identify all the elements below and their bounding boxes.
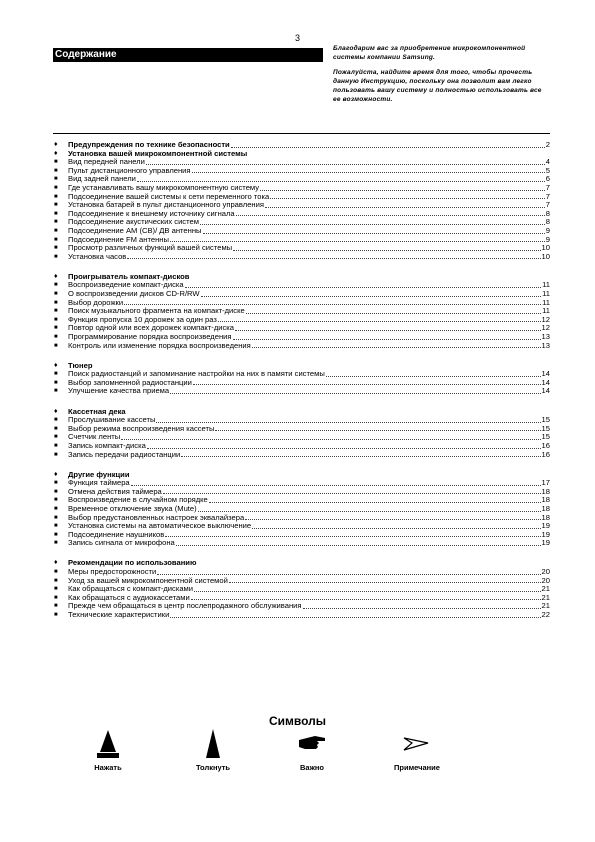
- diamond-bullet-icon: ♦: [54, 141, 58, 148]
- square-bullet-icon: ■: [54, 514, 58, 521]
- toc-page-number: 7: [545, 182, 550, 192]
- square-bullet-icon: ■: [54, 586, 58, 593]
- dot-leader: [246, 312, 541, 314]
- diamond-bullet-icon: ♦: [54, 559, 58, 567]
- dot-leader: [200, 223, 545, 225]
- toc-label: Вид передней панели: [68, 157, 145, 167]
- square-bullet-icon: ■: [54, 540, 58, 547]
- toc-page-number: 18: [541, 495, 550, 505]
- square-bullet-icon: ■: [54, 219, 58, 226]
- toc-page-number: 11: [542, 280, 550, 290]
- dot-leader: [176, 544, 541, 546]
- intro-paragraph-read: Пожалуйста, найдите время для того, чтобы прочесть данную Инструкцию, поскольку она позволит вам легко пользовать вашу систему и полностью использовать все ее возможности.: [333, 69, 542, 103]
- toc-page-number: 4: [545, 157, 550, 167]
- toc-page-number: 20: [541, 567, 550, 577]
- toc-label: Прежде чем обращаться в центр послепродажного обслуживания: [68, 601, 302, 611]
- toc-label: Установка системы на автоматическое выключение: [68, 521, 252, 531]
- square-bullet-icon: ■: [54, 316, 58, 323]
- dot-leader: [252, 527, 540, 529]
- toc-page-number: 15: [541, 432, 550, 442]
- square-bullet-icon: ■: [54, 236, 58, 243]
- toc-page-number: 9: [545, 225, 550, 235]
- dot-leader: [203, 232, 545, 234]
- symbol-note: [377, 728, 457, 772]
- toc-page-number: 14: [541, 377, 550, 387]
- dot-leader: [170, 392, 540, 394]
- dot-leader: [233, 338, 541, 340]
- toc-page-number: 9: [545, 234, 550, 244]
- toc-page-number: 12: [541, 314, 550, 324]
- toc-entry: [53, 253, 550, 262]
- toc-label: Меры предосторожности: [68, 567, 157, 577]
- toc-label: Подсоединение наушников: [68, 529, 165, 539]
- toc-page-number: 16: [541, 449, 550, 459]
- toc-page-number: 19: [541, 538, 550, 548]
- toc-page-number: 11: [542, 306, 550, 316]
- toc-label: Воспроизведение в случайном порядке: [68, 495, 208, 505]
- toc-label: Функция таймера: [68, 478, 130, 488]
- header-divider: [53, 133, 550, 134]
- toc-section: [53, 362, 550, 396]
- toc-page-number: 14: [541, 369, 550, 379]
- square-bullet-icon: ■: [54, 245, 58, 252]
- dot-leader: [165, 535, 540, 537]
- dot-leader: [146, 163, 545, 165]
- square-bullet-icon: ■: [54, 451, 58, 458]
- toc-entry: [53, 244, 550, 253]
- toc-page-number: 18: [541, 503, 550, 513]
- dot-leader: [229, 581, 541, 583]
- dot-leader: [127, 257, 540, 259]
- toc-entry: [53, 342, 550, 351]
- square-bullet-icon: ■: [54, 333, 58, 340]
- toc-entry: [53, 611, 550, 620]
- square-bullet-icon: ■: [54, 379, 58, 386]
- diamond-bullet-icon: ♦: [54, 407, 58, 415]
- square-bullet-icon: ■: [54, 603, 58, 610]
- square-bullet-icon: ■: [54, 291, 58, 297]
- toc-label: Поиск радиостанций и запоминание настройки на них в памяти системы: [68, 369, 325, 379]
- toc-page-number: 8: [545, 208, 550, 218]
- table-of-contents: [53, 141, 550, 631]
- dot-leader: [231, 146, 545, 148]
- square-bullet-icon: ■: [54, 176, 58, 183]
- dot-leader: [147, 447, 541, 449]
- square-bullet-icon: ■: [54, 434, 58, 441]
- symbol-note-label: Примечание: [394, 763, 440, 772]
- toc-page-number: 6: [545, 174, 550, 184]
- toc-page-number: 18: [541, 486, 550, 496]
- square-bullet-icon: ■: [54, 425, 58, 432]
- toc-label: Контроль или изменение порядка воспроизведения: [68, 340, 251, 350]
- dot-leader: [137, 180, 545, 182]
- dot-leader: [181, 455, 540, 457]
- toc-label: Установка батарей в пульт дистанционного управления: [68, 200, 264, 210]
- toc-label: Как обращаться с компакт-дисками: [68, 584, 194, 594]
- toc-label: Другие функции: [68, 469, 130, 479]
- square-bullet-icon: ■: [54, 167, 58, 174]
- square-bullet-icon: ■: [54, 531, 58, 538]
- square-bullet-icon: ■: [54, 193, 58, 200]
- symbol-push-label: Толкнуть: [195, 763, 231, 772]
- symbol-press-label: Нажать: [94, 763, 122, 772]
- toc-entry: [53, 290, 550, 299]
- dot-leader: [170, 616, 540, 618]
- toc-label: Тюнер: [68, 360, 93, 370]
- arrow-note-icon: [400, 728, 434, 760]
- square-bullet-icon: ■: [54, 577, 58, 584]
- page-number: 3: [294, 33, 300, 43]
- square-bullet-icon: ■: [54, 388, 58, 395]
- dot-leader: [270, 197, 545, 199]
- square-bullet-icon: ■: [54, 505, 58, 512]
- toc-section: [53, 559, 550, 619]
- toc-label: Выбор дорожки: [68, 297, 124, 307]
- dot-leader: [156, 421, 540, 423]
- intro-paragraph-thanks: Благодарим вас за приобретение микрокомпонентной системы компании Samsung.: [333, 45, 526, 61]
- toc-label: Функция пропуска 10 дорожек за один раз: [68, 314, 217, 324]
- toc-label: Предупреждения по технике безопасности: [68, 140, 230, 149]
- toc-label: Улучшение качества приема: [68, 386, 170, 396]
- toc-label: Прослушивание кассеты: [68, 415, 156, 425]
- square-bullet-icon: ■: [54, 282, 58, 289]
- dot-leader: [245, 518, 540, 520]
- square-bullet-icon: ■: [54, 210, 58, 217]
- square-bullet-icon: ■: [54, 202, 58, 209]
- square-bullet-icon: ■: [54, 342, 58, 349]
- toc-label: Выбор запомненной радиостанции: [68, 377, 192, 387]
- square-bullet-icon: ■: [54, 612, 58, 618]
- toc-label: Проигрыватель компакт-дисков: [68, 271, 190, 281]
- toc-page-number: 21: [541, 584, 550, 594]
- dot-leader: [218, 320, 541, 322]
- toc-page-number: 12: [541, 323, 550, 333]
- dot-leader: [194, 590, 541, 592]
- pointing-hand-icon: [295, 728, 329, 760]
- symbol-important: [272, 728, 352, 772]
- toc-page-number: 7: [545, 191, 550, 201]
- diamond-bullet-icon: ♦: [54, 361, 58, 369]
- square-bullet-icon: ■: [54, 569, 58, 576]
- diamond-bullet-icon: ♦: [54, 470, 58, 478]
- toc-page-number: 10: [541, 251, 550, 261]
- square-bullet-icon: ■: [54, 325, 58, 332]
- toc-label: Отмена действия таймера: [68, 486, 162, 496]
- toc-label: Уход за вашей микрокомпонентной системой: [68, 575, 228, 585]
- toc-page-number: 10: [541, 243, 550, 253]
- square-bullet-icon: ■: [54, 371, 58, 378]
- dot-leader: [185, 286, 542, 288]
- square-bullet-icon: ■: [54, 184, 58, 191]
- toc-label: Выбор предустановленных настроек эквалайзера: [68, 512, 245, 522]
- toc-label: Как обращаться с аудиокассетами: [68, 592, 190, 602]
- dot-leader: [124, 303, 541, 305]
- toc-label: Рекомендации по использованию: [68, 558, 197, 568]
- toc-page-number: 18: [541, 512, 550, 522]
- square-bullet-icon: ■: [54, 159, 58, 166]
- toc-section: [53, 141, 550, 261]
- toc-page-number: 13: [541, 340, 550, 350]
- dot-leader: [265, 206, 545, 208]
- toc-label: Кассетная дека: [68, 406, 126, 416]
- toc-label: Повтор одной или всех дорожек компакт-диска: [68, 323, 235, 333]
- dot-leader: [233, 249, 540, 251]
- toc-page-number: 15: [541, 423, 550, 433]
- square-bullet-icon: ■: [54, 417, 58, 424]
- square-bullet-icon: ■: [54, 480, 58, 487]
- square-bullet-icon: ■: [54, 299, 58, 306]
- toc-page-number: 17: [541, 478, 550, 488]
- dot-leader: [192, 171, 545, 173]
- toc-label: Подсоединение FM антенны: [68, 234, 169, 244]
- toc-label: Пульт дистанционного управления: [68, 165, 191, 175]
- toc-label: Запись сигнала от микрофона: [68, 538, 175, 548]
- toc-label: О воспроизведении дисков CD-R/RW: [68, 289, 200, 298]
- toc-entry: [53, 539, 550, 548]
- toc-label: Установка часов: [68, 251, 127, 261]
- toc-page-number: 21: [541, 592, 550, 602]
- toc-label: Подсоединение к внешнему источнику сигнала: [68, 208, 235, 218]
- square-bullet-icon: ■: [54, 488, 58, 495]
- toc-page-number: 20: [541, 575, 550, 585]
- toc-section: [53, 273, 550, 350]
- symbol-important-label: Важно: [299, 763, 325, 772]
- toc-page-number: 8: [545, 217, 550, 227]
- dot-leader: [163, 492, 541, 494]
- press-triangle-icon: [93, 728, 123, 760]
- toc-entry: [53, 451, 550, 460]
- dot-leader: [193, 383, 541, 385]
- toc-page-number: 22: [541, 610, 550, 619]
- toc-label: Счетчик ленты: [68, 432, 121, 442]
- dot-leader: [191, 598, 541, 600]
- toc-entry: [53, 387, 550, 396]
- toc-label: Воспроизведение компакт-диска: [68, 280, 184, 290]
- dot-leader: [260, 189, 545, 191]
- toc-section: [53, 408, 550, 460]
- diamond-bullet-icon: ♦: [54, 272, 58, 280]
- dot-leader: [252, 346, 541, 348]
- toc-page-number: 19: [541, 529, 550, 539]
- toc-label: Запись передачи радиостанции: [68, 449, 181, 459]
- dot-leader: [198, 510, 541, 512]
- toc-label: Где устанавливать вашу микрокомпонентную систему: [68, 182, 260, 192]
- dot-leader: [170, 240, 545, 242]
- toc-label: Вид задней панели: [68, 174, 136, 184]
- square-bullet-icon: ■: [54, 308, 58, 315]
- toc-label: Технические характеристики: [68, 610, 170, 619]
- toc-section: [53, 471, 550, 548]
- dot-leader: [131, 484, 541, 486]
- symbols-title: Символы: [268, 714, 327, 728]
- symbol-push: [173, 728, 253, 772]
- toc-label: Подсоединение вашей системы к сети переменного тока: [68, 191, 270, 201]
- toc-page-number: 16: [541, 440, 550, 450]
- dot-leader: [121, 438, 540, 440]
- toc-page-number: 2: [545, 140, 550, 149]
- page-title: Содержание: [53, 48, 323, 62]
- square-bullet-icon: ■: [54, 594, 58, 601]
- square-bullet-icon: ■: [54, 523, 58, 530]
- toc-page-number: 21: [541, 601, 550, 611]
- dot-leader: [215, 429, 540, 431]
- dot-leader: [209, 501, 541, 503]
- toc-page-number: 11: [542, 289, 550, 298]
- toc-page-number: 14: [541, 386, 550, 396]
- diamond-bullet-icon: ♦: [54, 149, 58, 157]
- toc-label: Выбор режима воспроизведения кассеты: [68, 423, 215, 433]
- push-triangle-icon: [198, 728, 228, 760]
- symbol-press: [68, 728, 148, 772]
- toc-label: Подсоединение АМ (СВ)/ ДВ антенны: [68, 225, 202, 235]
- toc-page-number: 15: [541, 415, 550, 425]
- toc-label: Программирование порядка воспроизведения: [68, 331, 232, 341]
- toc-label: Просмотр различных функций вашей системы: [68, 243, 233, 253]
- toc-page-number: 11: [542, 297, 550, 307]
- dot-leader: [236, 214, 545, 216]
- toc-page-number: 7: [545, 200, 550, 210]
- dot-leader: [326, 375, 541, 377]
- intro-text: [333, 45, 548, 111]
- square-bullet-icon: ■: [54, 497, 58, 504]
- square-bullet-icon: ■: [54, 227, 58, 234]
- toc-label: Подсоединение акустических систем: [68, 217, 199, 227]
- toc-label: Запись компакт-диска: [68, 440, 146, 450]
- toc-label: Установка вашей микрокомпонентной системы: [68, 148, 248, 158]
- toc-label: Временное отключение звука (Mute): [68, 503, 197, 513]
- dot-leader: [157, 573, 540, 575]
- dot-leader: [235, 329, 541, 331]
- toc-entry: [53, 425, 550, 434]
- dot-leader: [303, 607, 541, 609]
- square-bullet-icon: ■: [54, 253, 58, 260]
- square-bullet-icon: ■: [54, 442, 58, 449]
- toc-page-number: 5: [545, 165, 550, 175]
- toc-page-number: 13: [541, 331, 550, 341]
- dot-leader: [201, 295, 542, 297]
- toc-label: Поиск музыкального фрагмента на компакт-диске: [68, 306, 245, 316]
- toc-page-number: 19: [541, 521, 550, 531]
